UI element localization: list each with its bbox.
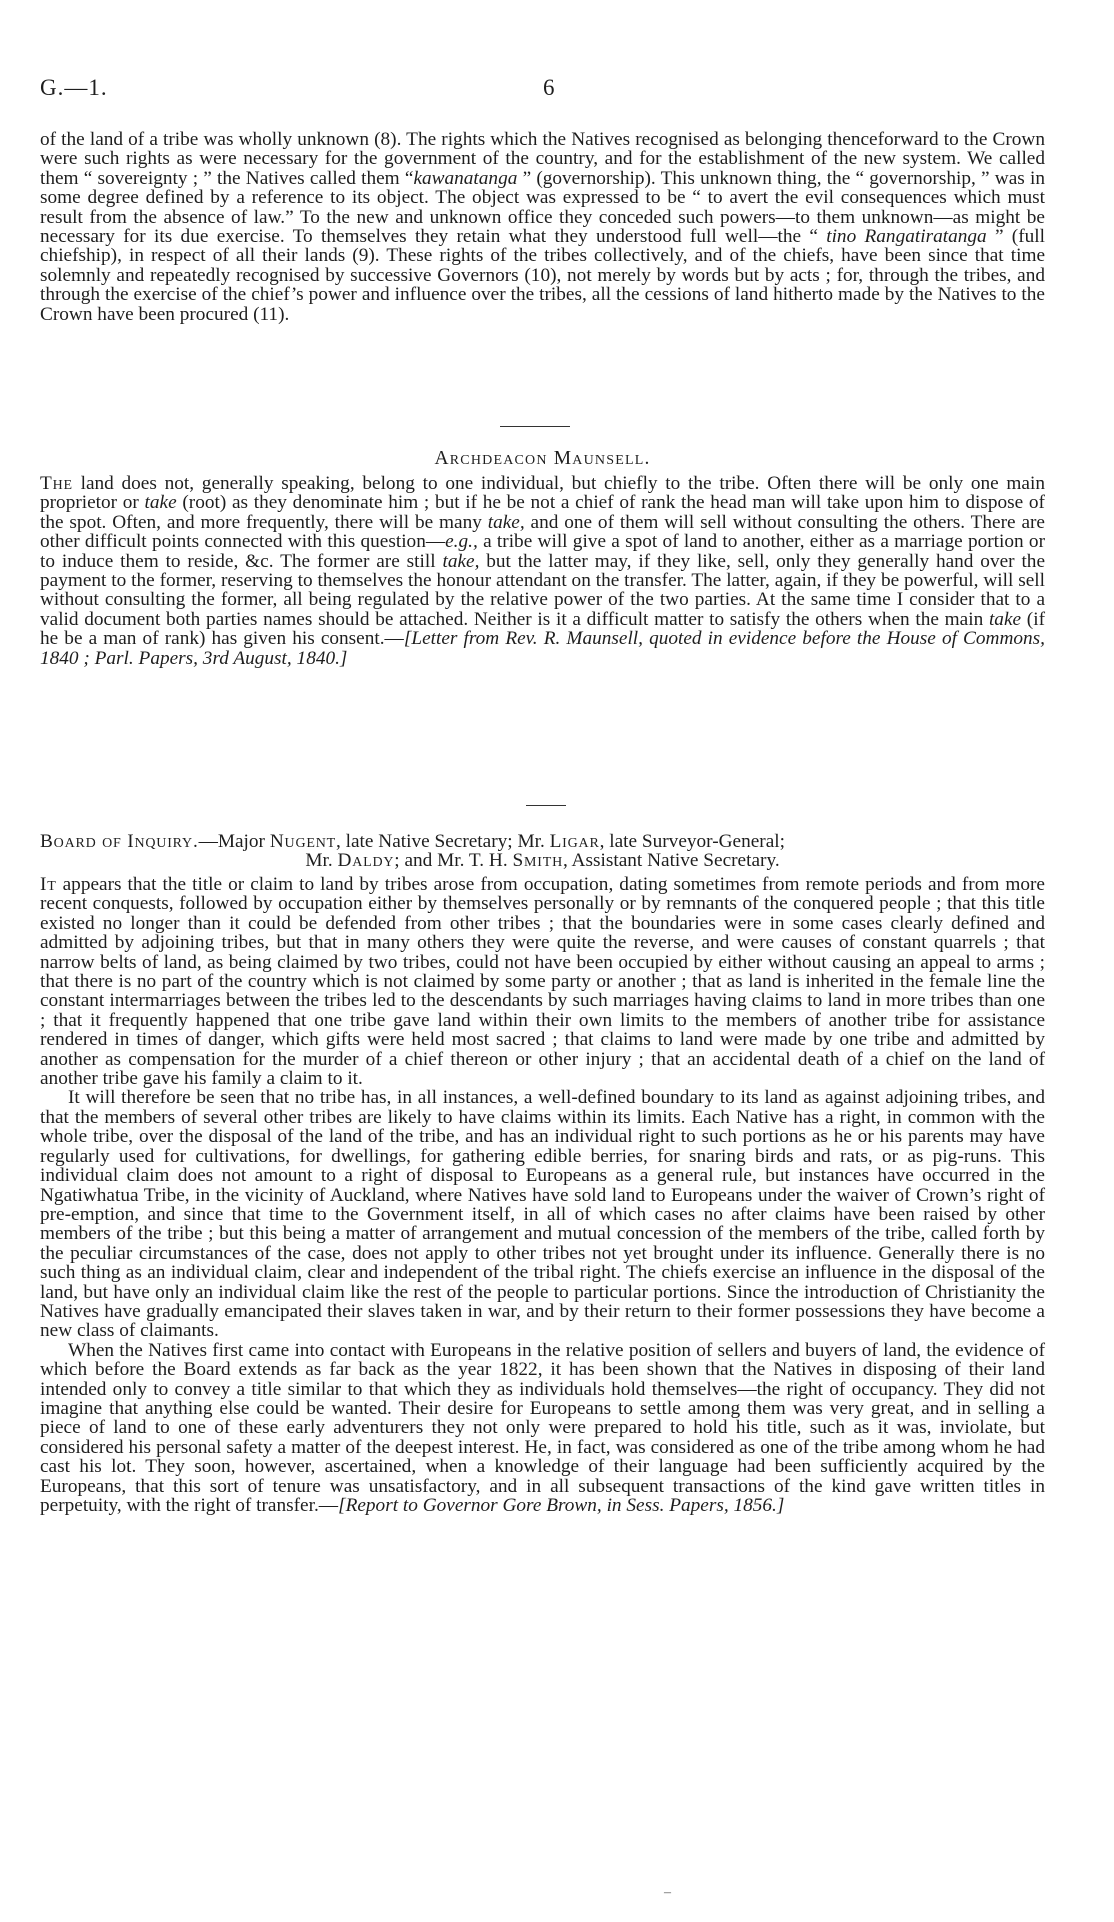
board-of-inquiry-report: [40, 875, 1045, 1515]
board-of-inquiry-heading: [40, 832, 1045, 871]
text-run: ” (governorship). This unknown thing, the “ governorship, ” was in some degree defined by a reference to its object. The object was expressed to be “ to avert the evil consequences which must result from the absence of law.” To the new and unknown office they conceded such powers—to them unknown—as might be necessary for its due exercise. To themselves they retain what they understood full well—the “: [40, 167, 1045, 248]
text-run: appears that the title or claim to land by tribes arose from occupation, dating sometimes from remote periods and from more recent conquests, followed by occupation either by themselves personally or by remnants of the conquered people ; that this title existed no longer than it could be defended from other tribes ; that the boundaries were in some cases clearly defined and admitted by adjoining tribes, but that in many others they were quite the reverse, and were causes of constant quarrels ; that narrow belts of land, as being claimed by two tribes, could not have been occupied by either without causing an appeal to arms ; that there is no part of the country which is not claimed by some party or another ; that as land is inherited in the female line the constant intermarriages between the tribes led to the descendants by such marriages having claims to land in more tribes than one ; that it frequently happened that one tribe gave land within their own limits to the members of another tribe for assistance rendered in times of danger, which gifts were held most sacred ; that claims to land were made by one tribe and admitted by another as compensation for the murder of a chief thereon or other injury ; that an accidental death of a chief on the land of another tribe gave his family a claim to it.: [40, 874, 1045, 1090]
stray-mark: –: [664, 1885, 671, 1900]
citation: [Letter from Rev. R. Maunsell, quoted in evidence before the House of Commons, 1840 ; Parl. Papers, 3rd August, 1840.]: [40, 628, 1045, 669]
maori-term: tino Rangatiratanga: [826, 226, 987, 248]
board-title: Board of Inquiry.: [40, 831, 199, 852]
text-run: a tribe will give a spot of land to another, either as a marriage portion or to induce them to reside, &c. The former are still: [40, 531, 1045, 572]
text-run: (root) as they denominate him ; but if he be not a chief of rank the head man will take upon him to dispose of the spot. Often, and more frequently, there will be many: [40, 492, 1045, 533]
section-heading-maunsell: Archdeacon Maunsell.: [434, 448, 651, 469]
member-name: Daldy: [337, 850, 395, 872]
heading-line: [40, 851, 1045, 870]
member-name: Nugent: [269, 831, 336, 852]
maori-term: take,: [442, 550, 480, 572]
text-run: but the latter may, if they like, sell, only they generally hand over the payment to the former, reserving to themselves the honour attendant on the transfer. The latter, again, if they be powerful, will sell without consulting the former, all being regulated by the relative power of the two parties. At the same time I consider that to a valid document both parties names should be attached. Neither is it a difficult matter to satisfy the others when the main: [40, 550, 1045, 630]
text-run: When the Natives first came into contact with Europeans in the relative position of sellers and buyers of land, the evidence of which before the Board extends as far back as the year 1822, it has been shown that the Natives in disposing of their land intended only to convey a title similar to that which they as individuals hold themselves—the right of occupancy. They did not imagine that anything else could be wanted. Their desire for Europeans to settle among them was very great, and in selling a piece of land to one of these early adventurers they not only were prepared to hold his title, such as it was, inviolate, but considered his personal safety a matter of the deepest interest. He, in fact, was considered as one of the tribe among whom he had cast his lot. They soon, however, ascertained, when a knowledge of their language had been sufficiently acquired by the Europeans, that this sort of tenure was unsatisfactory, and in all subsequent transactions of the kind gave written titles in perpetuity, with the right of transfer.—: [40, 1339, 1045, 1516]
maori-term: take,: [487, 511, 525, 533]
page-number: 6: [543, 75, 556, 100]
continuation-paragraph: [40, 130, 1045, 324]
text-run: land does not, generally speaking, belong to one individual, but chiefly to the tribe. Often there will be only one main proprietor or: [40, 473, 1045, 514]
paragraph: [40, 474, 1045, 668]
section-divider: [500, 426, 570, 427]
heading-line: [40, 832, 1045, 851]
citation: [Report to Governor Gore Brown, in Sess. Papers, 1856.]: [338, 1495, 785, 1516]
text-run: —Major: [198, 831, 270, 852]
text-run: , Assistant Native Secretary.: [562, 850, 780, 872]
text-run: ; and Mr. T. H.: [394, 850, 513, 872]
maunsell-paragraph: [40, 474, 1045, 668]
abbreviation: e.g.,: [445, 531, 478, 553]
paragraph: [40, 875, 1045, 1088]
text-run: Mr.: [305, 850, 338, 872]
text-run: of the land of a tribe was wholly unknown (8). The rights which the Natives recognised as belonging thenceforward to the Crown were such rights as were necessary for the government of the country, and for the establishment of the new system. We called them “ sovereignty ; ” the Natives called them “: [40, 129, 1045, 189]
maori-term: take: [144, 492, 177, 514]
maori-term: kawanatanga: [413, 167, 518, 189]
text-run: (if he be a man of rank) has given his consent.—: [40, 608, 1045, 650]
text-run: and one of them will sell without consulting the others. There are other difficult points connected with this question—: [40, 511, 1045, 553]
text-run: ” (full chiefship), in respect of all their lands (9). These rights of the tribes collectively, and of the chiefs, have been since that time solemnly and repeatedly recognised by successive Governors (10), not merely by words but by acts ; for, through the tribes, and through the exercise of the chief’s power and influence over the tribes, all the cessions of land hitherto made by the Natives to the Crown have been procured (11).: [40, 226, 1046, 325]
text-run: , late Native Secretary; Mr.: [335, 831, 550, 852]
section-divider: [526, 805, 566, 806]
text-run: , late Surveyor-General;: [599, 831, 785, 852]
member-name: Smith: [512, 850, 563, 872]
lead-word: It: [40, 874, 57, 895]
document-reference: G.—1.: [40, 75, 108, 100]
member-name: Ligar: [549, 831, 600, 852]
maori-term: take: [988, 608, 1022, 630]
paragraph: [40, 1341, 1045, 1516]
lead-word: The: [40, 473, 73, 494]
paragraph: [40, 130, 1045, 324]
paragraph: It will therefore be seen that no tribe has, in all instances, a well-defined boundary to its land as against adjoining tribes, and that the members of several other tribes are likely to have claims within its limits. Each Native has a right, in common with the whole tribe, over the disposal of the land of the tribe, and has an individual right to such portions as he or his parents may have regularly used for cultivations, for dwellings, for gathering edible berries, for snaring birds and rats, or as pig-runs. This individual claim does not amount to a right of disposal to Europeans as a general rule, but instances have occurred in the Ngatiwhatua Tribe, in the vicinity of Auckland, where Natives have sold land to Europeans under the waiver of Crown’s right of pre-emption, and since that time to the Government itself, in all of which cases no after claims have been raised by other members of the tribe ; but this being a matter of arrangement and mutual concession of the members of the tribe, called forth by the peculiar circumstances of the case, does not apply to other tribes not yet brought under its influence. Generally there is no such thing as an individual claim, clear and independent of the tribal right. The chiefs exercise an influence in the disposal of the land, but have only an individual claim like the rest of the people to particular portions. Since the introduction of Christianity the Natives have gradually emancipated their slaves taken in war, and by their return to their former possessions they have become a new class of claimants.: [40, 1087, 1045, 1342]
